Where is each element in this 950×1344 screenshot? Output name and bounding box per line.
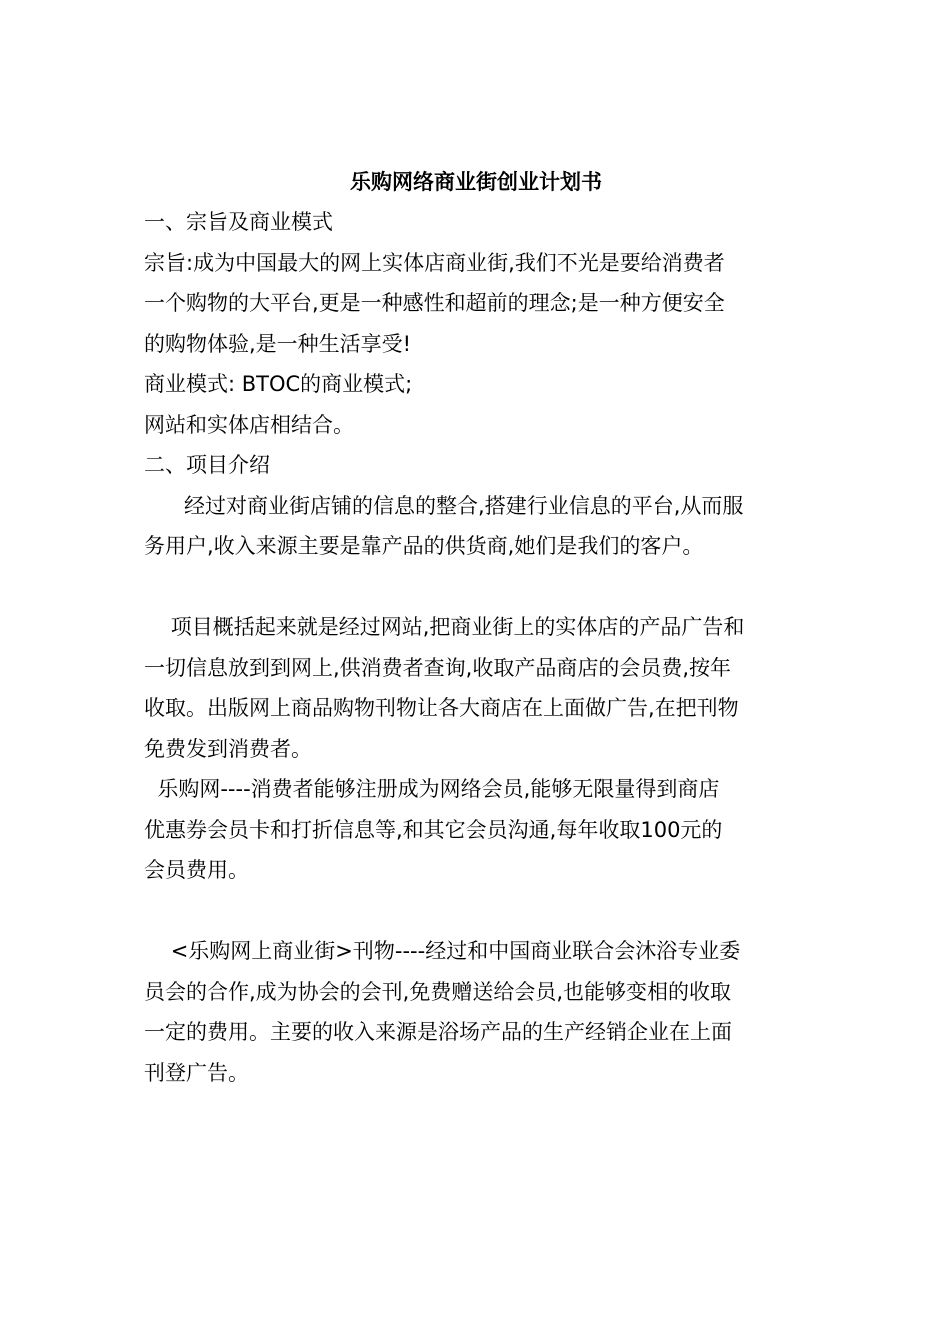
text-line: 会员费用。 bbox=[144, 858, 249, 882]
text-line: 刊登广告。 bbox=[144, 1060, 249, 1085]
text-line: 优惠券会员卡和打折信息等,和其它会员沟通,每年收取100元的 bbox=[144, 817, 723, 842]
blank-line bbox=[144, 891, 808, 932]
text-line: 务用户,收入来源主要是靠产品的供货商,她们是我们的客户。 bbox=[144, 534, 704, 558]
text-line: 二、项目介绍 bbox=[144, 453, 270, 477]
text-line: <乐购网上商业街>刊物----经过和中国商业联合会沐浴专业委 bbox=[144, 939, 741, 963]
document-text bbox=[144, 202, 808, 1093]
text-line: 商业模式: BTOC的商业模式; bbox=[144, 372, 413, 396]
text-line: 一定的费用。主要的收入来源是浴场产品的生产经销企业在上面 bbox=[144, 1020, 732, 1044]
text-line: 一个购物的大平台,更是一种感性和超前的理念;是一种方便安全 bbox=[144, 291, 725, 315]
text-line: 一、宗旨及商业模式 bbox=[144, 210, 333, 234]
blank-line bbox=[144, 567, 808, 608]
text-line: 网站和实体店相结合。 bbox=[144, 412, 354, 437]
document-title: 乐购网络商业街创业计划书 bbox=[350, 170, 602, 194]
text-line: 一切信息放到到网上,供消费者查询,收取产品商店的会员费,按年 bbox=[144, 655, 732, 680]
text-line: 乐购网----消费者能够注册成为网络会员,能够无限量得到商店 bbox=[144, 777, 720, 801]
text-line: 员会的合作,成为协会的会刊,免费赠送给会员,也能够变相的收取 bbox=[144, 979, 732, 1004]
document-body bbox=[144, 162, 808, 1093]
text-line: 的购物体验,是一种生活享受! bbox=[144, 331, 412, 356]
text-line: 经过对商业街店铺的信息的整合,搭建行业信息的平台,从而服 bbox=[144, 493, 744, 518]
text-line: 宗旨:成为中国最大的网上实体店商业街,我们不光是要给消费者 bbox=[144, 250, 725, 275]
text-line: 项目概括起来就是经过网站,把商业街上的实体店的产品广告和 bbox=[144, 615, 745, 639]
text-line: 免费发到消费者。 bbox=[144, 736, 312, 761]
text-line: 收取。出版网上商品购物刊物让各大商店在上面做广告,在把刊物 bbox=[144, 696, 739, 720]
